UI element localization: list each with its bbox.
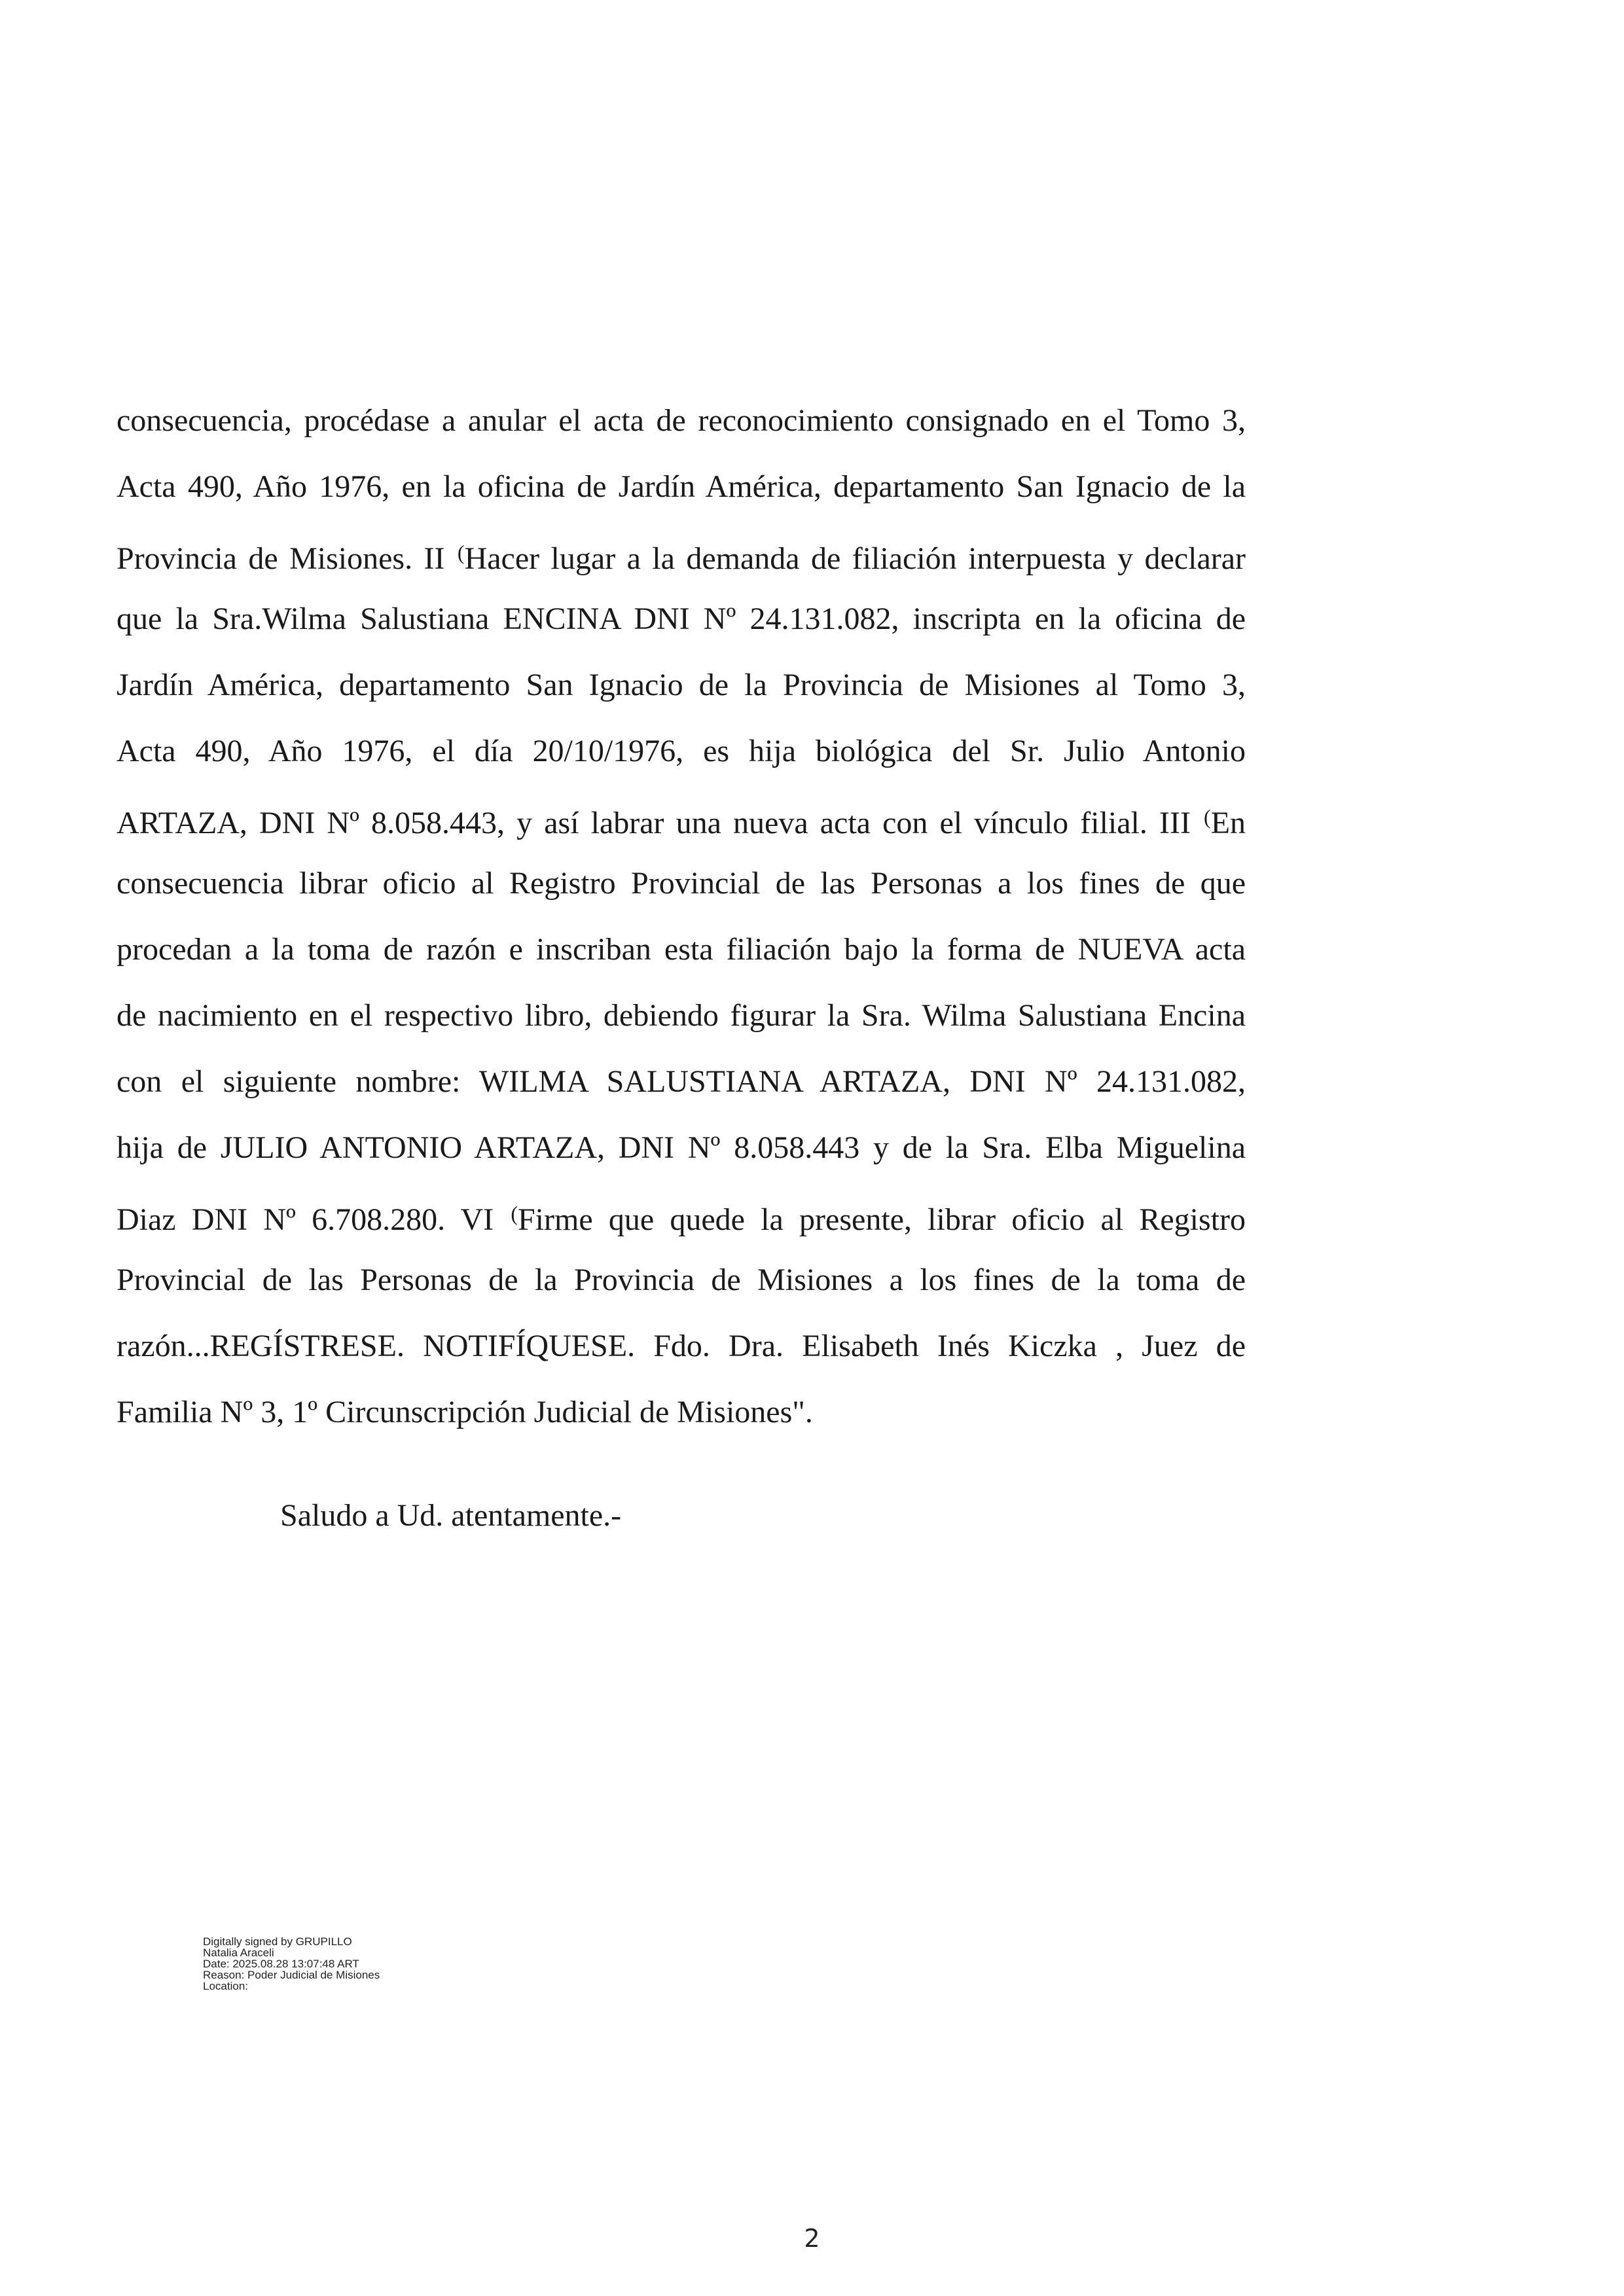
paren-mark: ( [511, 1202, 518, 1225]
text-line-3 [117, 520, 1246, 586]
text-line-10: de nacimiento en el respectivo libro, debiendo figurar la Sra. Wilma Salustiana Encina [117, 998, 1246, 1033]
signature-reason: Reason: Poder Judicial de Misiones [203, 1969, 380, 1981]
text-line-1: consecuencia, procédase a anular el acta de reconocimiento consignado en el Tomo 3, [117, 403, 1246, 438]
text-line-13 [117, 1181, 1246, 1247]
signature-date: Date: 2025.08.28 13:07:48 ART [203, 1958, 359, 1970]
document-body [117, 387, 1246, 1445]
text-line-15: razón...REGÍSTRESE. NOTIFÍQUESE. Fdo. Dra. Elisabeth Inés Kiczka , Juez de [117, 1329, 1246, 1363]
text-line-5: Jardín América, departamento San Ignacio de la Provincia de Misiones al Tomo 3, [117, 668, 1246, 702]
text-line-6: Acta 490, Año 1976, el día 20/10/1976, es hija biológica del Sr. Julio Antonio [117, 734, 1246, 768]
text-line-7-part-a: ARTAZA, DNI Nº 8.058.443, y así labrar una nueva acta con el vínculo filial. III [117, 806, 1191, 840]
text-line-7 [117, 784, 1246, 850]
paren-mark: ( [1204, 805, 1211, 829]
text-line-16: Familia Nº 3, 1º Circunscripción Judicial de Misiones". [117, 1395, 813, 1429]
text-line-3-part-b: Hacer lugar a la demanda de filiación interpuesta y declarar [464, 541, 1246, 576]
signature-location: Location: [203, 1980, 248, 1992]
text-line-14: Provincial de las Personas de la Provincia de Misiones a los fines de la toma de [117, 1263, 1246, 1297]
text-line-13-part-b: Firme que quede la presente, librar oficio al Registro [517, 1202, 1246, 1237]
text-line-7-part-b: En [1210, 806, 1246, 840]
text-line-4: que la Sra.Wilma Salustiana ENCINA DNI Nº 24.131.082, inscripta en la oficina de [117, 601, 1246, 636]
text-line-2: Acta 490, Año 1976, en la oficina de Jardín América, departamento San Ignacio de la [117, 469, 1246, 504]
text-line-13-part-a: Diaz DNI Nº 6.708.280. VI [117, 1202, 494, 1237]
text-line-9: procedan a la toma de razón e inscriban esta filiación bajo la forma de NUEVA acta [117, 932, 1246, 967]
text-line-8: consecuencia librar oficio al Registro Provincial de las Personas a los fines de que [117, 866, 1246, 901]
digital-signature-block [203, 1936, 380, 1992]
page-number: 2 [804, 2224, 820, 2253]
text-line-11: con el siguiente nombre: WILMA SALUSTIANA ARTAZA, DNI Nº 24.131.082, [117, 1064, 1246, 1099]
text-line-12: hija de JULIO ANTONIO ARTAZA, DNI Nº 8.058.443 y de la Sra. Elba Miguelina [117, 1130, 1246, 1165]
signature-signer-name: Natalia Araceli [203, 1946, 274, 1959]
closing-salutation: Saludo a Ud. atentamente.- [280, 1498, 622, 1533]
text-line-3-part-a: Provincia de Misiones. II [117, 541, 445, 576]
signature-signer: Digitally signed by GRUPILLO [203, 1935, 352, 1948]
paren-mark: ( [457, 541, 465, 564]
